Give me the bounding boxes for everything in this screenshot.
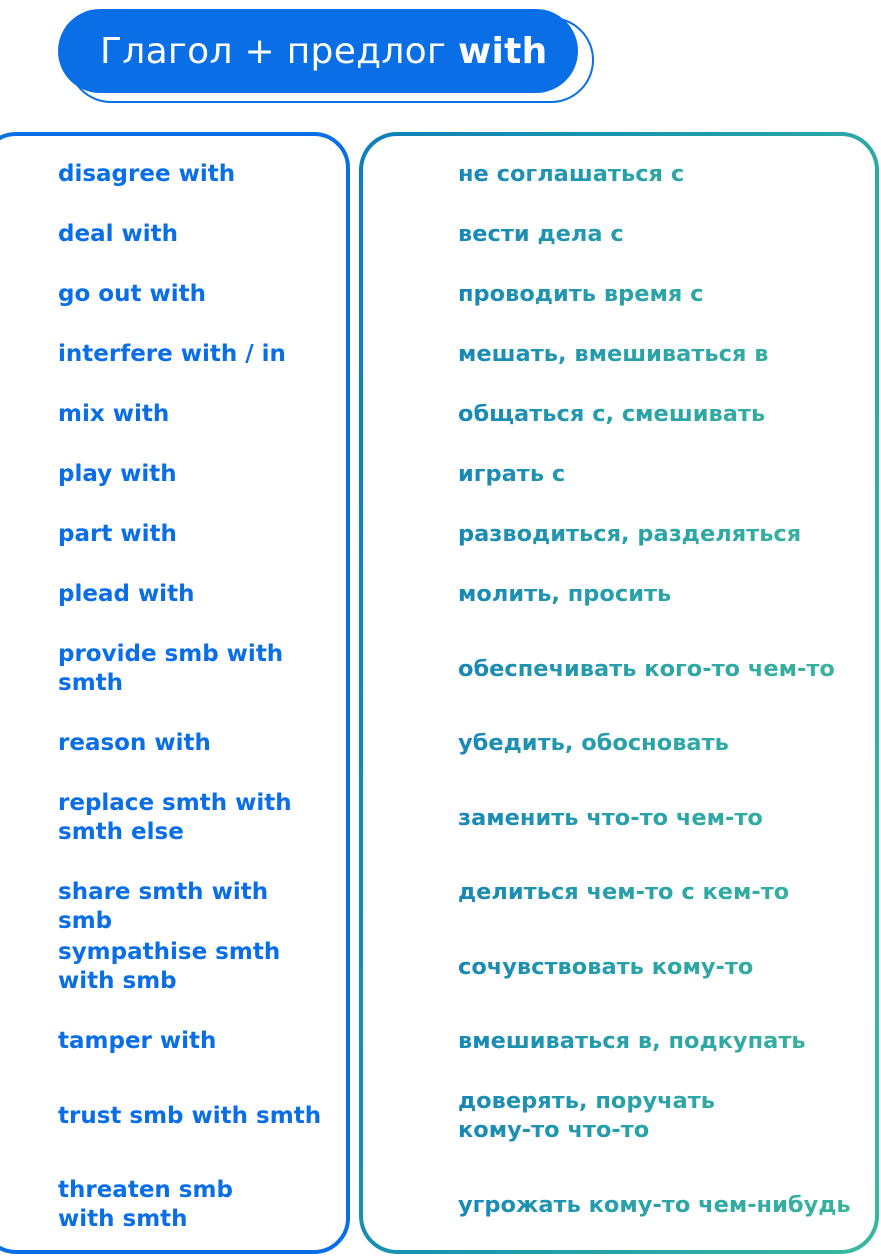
russian-translation: убедить, обосновать <box>458 729 868 758</box>
page-title-text: Глагол + предлог <box>100 30 458 72</box>
english-phrase: interfere with / in <box>58 341 286 367</box>
english-phrase: sympathise smth with smb <box>58 939 281 994</box>
russian-translation: заменить что-то чем-то <box>458 804 868 833</box>
english-phrase: reason with <box>58 730 211 756</box>
russian-translation: проводить время с <box>458 280 868 309</box>
english-phrase: threaten smb with smth <box>58 1177 233 1232</box>
russian-translation: мешать, вмешиваться в <box>458 340 868 369</box>
english-phrase: mix with <box>58 401 170 427</box>
russian-translation: обеспечивать кого-то чем-то <box>458 655 868 684</box>
russian-translation: вести дела с <box>458 220 868 249</box>
russian-translation: вмешиваться в, подкупать <box>458 1027 868 1056</box>
russian-translation: общаться с, смешивать <box>458 400 868 429</box>
page-title-bold: with <box>457 30 548 72</box>
english-phrase: provide smb with smth <box>58 641 284 696</box>
english-phrase: deal with <box>58 221 178 247</box>
russian-translation: играть с <box>458 460 868 489</box>
russian-translation: доверять, поручать кому-то что-то <box>458 1087 868 1145</box>
russian-translation: угрожать кому-то чем-нибудь <box>458 1191 868 1220</box>
russian-translation: сочувствовать кому-то <box>458 953 868 982</box>
russian-translation: делиться чем-то с кем-то <box>458 878 868 907</box>
english-phrase: disagree with <box>58 161 236 187</box>
english-phrase: tamper with <box>58 1028 217 1054</box>
russian-translation: не соглашаться с <box>458 160 868 189</box>
english-phrase: play with <box>58 461 177 487</box>
russian-translation: молить, просить <box>458 580 868 609</box>
english-phrase: plead with <box>58 581 195 607</box>
russian-translation: разводиться, разделяться <box>458 520 868 549</box>
english-phrase: share smth with smb <box>58 879 269 934</box>
english-phrase: trust smb with smth <box>58 1103 322 1129</box>
english-phrase: replace smth with smth else <box>58 790 292 845</box>
english-phrase: part with <box>58 521 177 547</box>
english-phrase: go out with <box>58 281 206 307</box>
